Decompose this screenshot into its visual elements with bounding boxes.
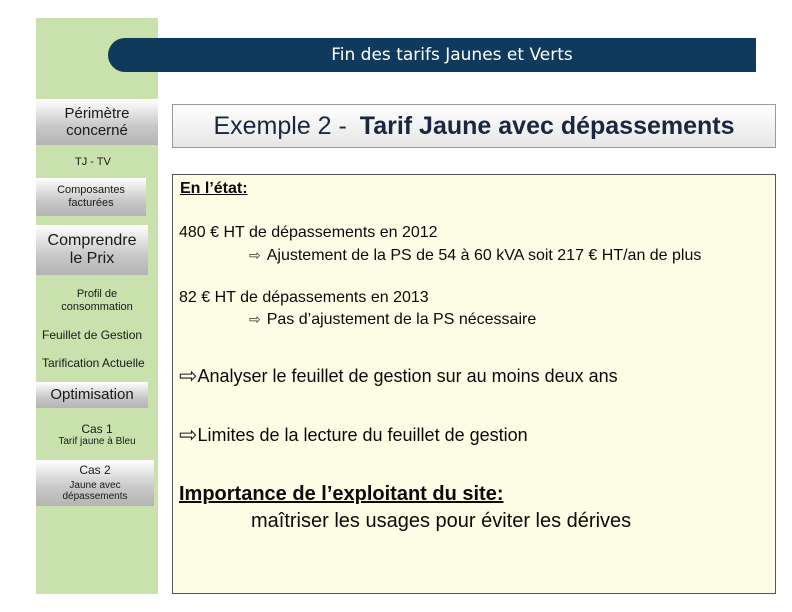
sidebar-item-cas2[interactable]: [36, 460, 154, 506]
sidebar-item-perimetre[interactable]: [36, 99, 158, 145]
sidebar-item-label: Comprendre: [47, 231, 137, 249]
sidebar-item-label: concerné: [66, 122, 128, 139]
sidebar-item-label: Périmètre: [64, 104, 130, 122]
sidebar-item-tarification[interactable]: [42, 356, 145, 370]
bullet-limites-text: Limites de la lecture du feuillet de gestion: [197, 425, 528, 445]
sidebar-item-cas1[interactable]: [36, 422, 158, 448]
sidebar-item-label: Cas 2: [79, 463, 111, 477]
arrow-right-icon: ⇨: [179, 363, 198, 388]
sidebar-item-tj-tv[interactable]: [75, 156, 111, 168]
item-2012: 480 € HT de dépassements en 2012: [179, 224, 438, 241]
slide-title-bold: Tarif Jaune avec dépassements: [359, 111, 735, 140]
item-2012-sub: Ajustement de la PS de 54 à 60 kVA soit 217 € HT/an de plus: [266, 247, 702, 264]
item-2012-detail: [249, 247, 701, 265]
arrow-right-icon: ⇨: [179, 422, 198, 447]
header-banner: [108, 38, 756, 72]
importance-heading: Importance de l’exploitant du site:: [179, 483, 504, 505]
banner-title: Fin des tarifs Jaunes et Verts: [331, 45, 573, 65]
slide-title-prefix: Exemple 2 -: [213, 111, 354, 140]
sidebar-item-label: Optimisation: [50, 386, 134, 404]
arrow-right-icon: ⇨: [249, 247, 261, 263]
sidebar-item-feuillet[interactable]: [42, 328, 142, 342]
sidebar-item-label: Profil de: [76, 288, 118, 300]
sidebar-item-label: facturées: [68, 197, 114, 209]
sidebar-item-label: Tarif jaune à Bleu: [58, 436, 136, 448]
slide-title: [172, 104, 776, 148]
item-2013-sub: Pas d’ajustement de la PS nécessaire: [266, 311, 537, 328]
bullet-analyser-text: Analyser le feuillet de gestion sur au moins deux ans: [197, 366, 618, 386]
sidebar-item-label: Cas 1: [81, 422, 113, 436]
sidebar-item-label: Jaune avec: [69, 479, 121, 491]
sidebar-item-label: le Prix: [69, 250, 115, 267]
sidebar-item-label: TJ - TV: [75, 156, 111, 168]
sidebar-item-profil[interactable]: [36, 288, 158, 314]
bullet-analyser: [179, 363, 618, 389]
importance-text: maîtriser les usages pour éviter les dérives: [251, 510, 632, 532]
sidebar-item-comprendre[interactable]: [36, 225, 148, 275]
sidebar-item-label: Composantes: [57, 184, 125, 197]
sidebar-item-label: Tarification Actuelle: [42, 356, 145, 370]
sidebar-item-label: Feuillet de Gestion: [42, 328, 143, 342]
sidebar-item-label: dépassements: [62, 491, 128, 503]
section-heading: En l’état:: [180, 180, 248, 197]
item-2013-detail: [249, 311, 536, 329]
item-2013: 82 € HT de dépassements en 2013: [179, 289, 429, 306]
arrow-right-icon: ⇨: [249, 311, 261, 327]
sidebar-item-optimisation[interactable]: [36, 382, 148, 408]
sidebar-item-label: consommation: [61, 301, 133, 314]
content-panel: [172, 174, 776, 594]
bullet-limites: [179, 422, 528, 448]
sidebar-item-composantes[interactable]: [36, 178, 146, 216]
